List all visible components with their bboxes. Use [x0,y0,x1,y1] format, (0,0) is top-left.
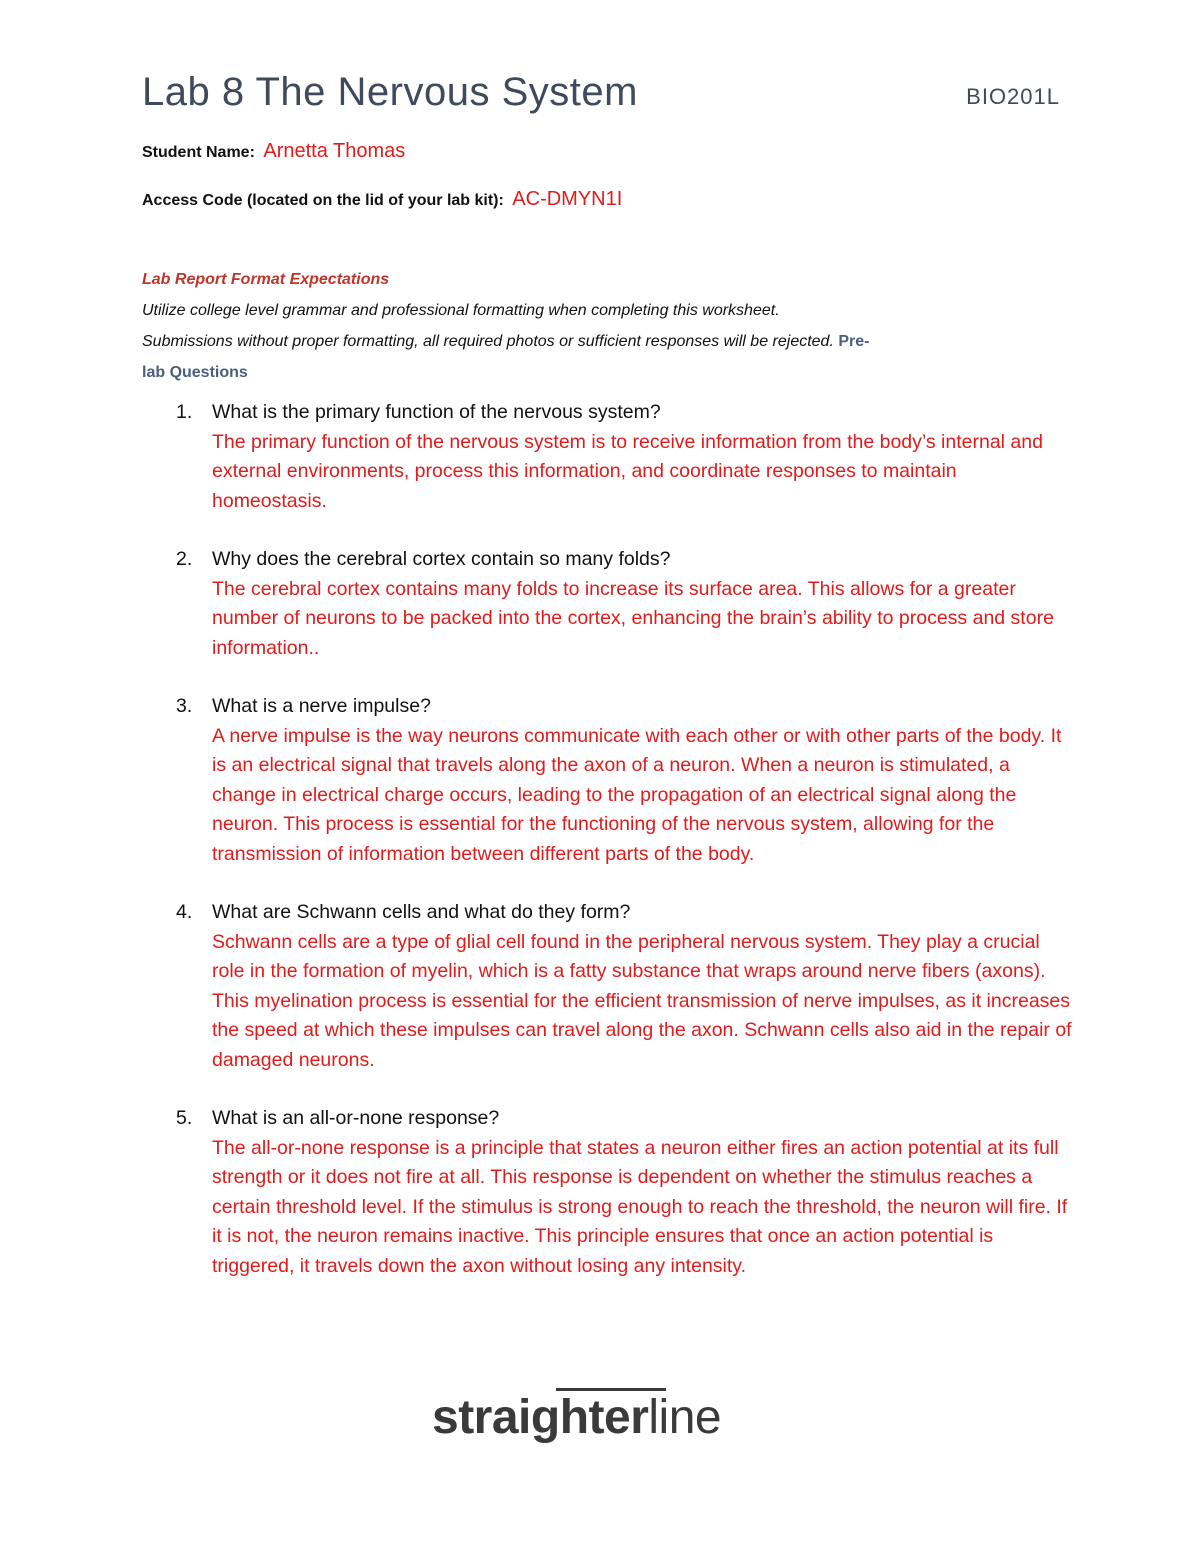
answer-text: A nerve impulse is the way neurons communicate with each other or with other parts of the body. It is an electrical signal that travels along the axon of a neuron. When a neuron is stimulated, a change in electrical charge occurs, leading to the propagation of an electrical signal along the neuron. This process is essential for the functioning of the nervous system, allowing for the transmission of information between different parts of the body. [212,724,1062,865]
logo-text-light: line [648,1391,722,1444]
question-text: What is the primary function of the nervous system? [212,401,661,423]
answer-text: The primary function of the nervous system is to receive information from the body’s internal and external environments, process this information, and coordinate responses to maintain homeostasis. [212,430,1043,512]
format-expectations [142,264,1060,388]
page-title: Lab 8 The Nervous System [142,70,638,114]
question-item [142,545,1072,663]
expectations-line-2-text: Submissions without proper formatting, all required photos or sufficient responses will be rejected. [142,333,834,350]
access-code-label: Access Code (located on the lid of your lab kit): [142,192,504,209]
question-list [142,398,1072,1310]
prelab-heading-part-2: lab Questions [142,364,248,381]
course-code: BIO201L [966,84,1060,109]
expectations-heading: Lab Report Format Expectations [142,271,390,288]
question-item [142,398,1072,516]
question-text: What are Schwann cells and what do they form? [212,901,631,923]
question-number: 4. [176,901,193,923]
question-text: Why does the cerebral cortex contain so many folds? [212,548,671,570]
question-text: What is a nerve impulse? [212,695,431,717]
answer-text: Schwann cells are a type of glial cell found in the peripheral nervous system. They play a crucial role in the formation of myelin, which is a fatty substance that wraps around nerve fibers (axons). This myelination process is essential for the efficient transmission of nerve impulses, as it increases the speed at which these impulses can travel along the axon. Schwann cells also aid in the repair of damaged neurons. [212,930,1072,1071]
question-number: 1. [176,401,193,423]
question-number: 2. [176,548,193,570]
access-code-field [142,188,622,211]
logo-wordmark [432,1390,721,1445]
question-number: 5. [176,1107,193,1129]
header [142,70,1060,126]
question-item [142,898,1072,1075]
question-number: 3. [176,695,193,717]
logo-text-bold: straighter [432,1391,649,1444]
question-item [142,1104,1072,1281]
straighterline-logo [432,1390,772,1460]
answer-text: The all-or-none response is a principle that states a neuron either fires an action potential at its full strength or it does not fire at all. This response is dependent on whether the stimulus reaches a certain threshold level. If the stimulus is strong enough to reach the threshold, the neuron will fire. If it is not, the neuron remains inactive. This principle ensures that once an action potential is triggered, it travels down the axon without losing any intensity. [212,1136,1068,1277]
student-name-field [142,140,405,163]
prelab-heading-part-1: Pre- [838,333,870,350]
student-name-label: Student Name: [142,144,255,161]
access-code-value: AC-DMYN1I [512,188,623,210]
question-text: What is an all-or-none response? [212,1107,500,1129]
expectations-line-1: Utilize college level grammar and professional formatting when completing this worksheet. [142,302,780,319]
expectations-line-2 [142,326,1060,357]
answer-text: The cerebral cortex contains many folds to increase its surface area. This allows for a greater number of neurons to be packed into the cortex, enhancing the brain’s ability to process and store information.. [212,577,1054,659]
student-name-value: Arnetta Thomas [263,140,406,162]
question-item [142,692,1072,869]
